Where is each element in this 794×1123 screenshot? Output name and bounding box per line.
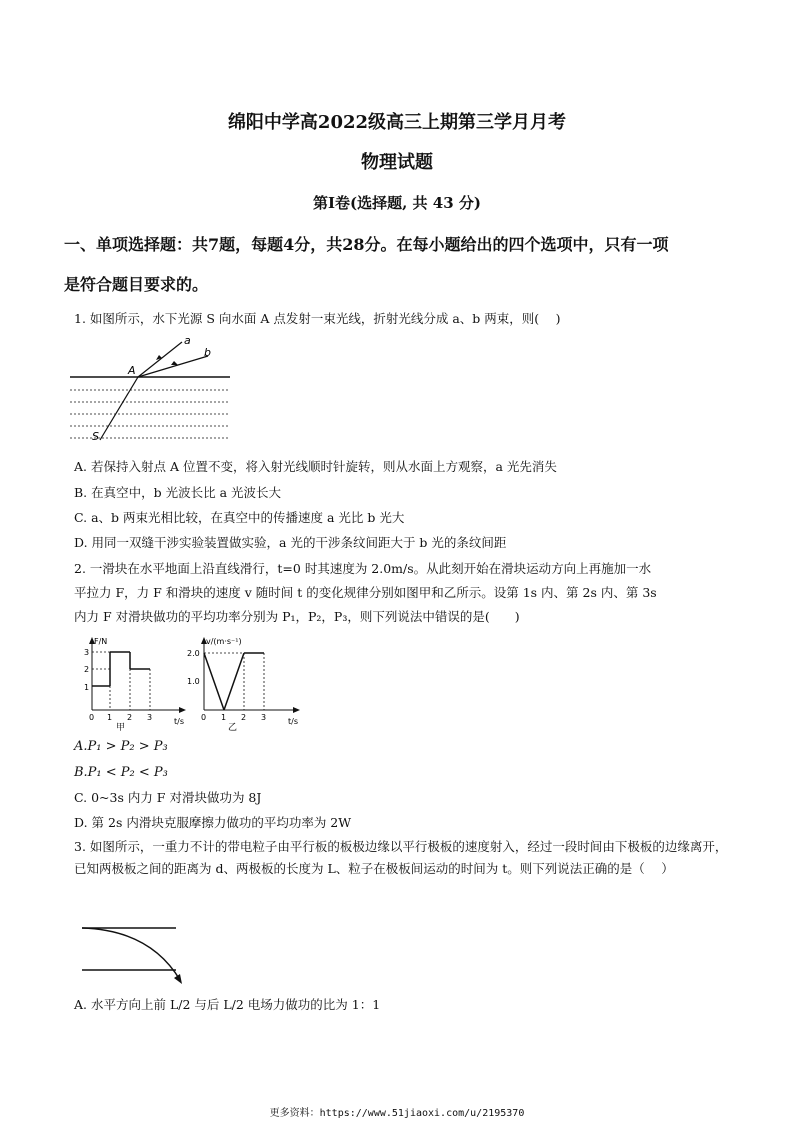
label-a: a <box>184 334 191 347</box>
q3-figure <box>80 920 210 988</box>
q1-option-b: B. 在真空中，b 光波长比 a 光波长大 <box>74 485 282 500</box>
force-x-label: t/s <box>174 717 184 726</box>
velocity-x-tick: 1 <box>221 713 227 722</box>
force-y-tick: 2 <box>84 665 90 674</box>
q1-figure <box>70 330 240 446</box>
label-S: S <box>92 430 99 443</box>
section-heading-line1: 一、单项选择题：共7题，每题4分，共28分。在每小题给出的四个选项中，只有一项 <box>64 235 669 254</box>
q1-option-d: D. 用同一双缝干涉实验装置做实验，a 光的干涉条纹间距大于 b 光的条纹间距 <box>74 535 507 550</box>
incident-ray <box>100 377 138 440</box>
velocity-caption: 乙 <box>228 723 238 733</box>
force-x-tick: 3 <box>147 713 153 722</box>
velocity-x-label: t/s <box>288 717 298 726</box>
q3-option-a: A. 水平方向上前 L/2 与后 L/2 电场力做功的比为 1：1 <box>74 997 381 1012</box>
label-b: b <box>204 346 211 359</box>
footer-link[interactable]: 更多资料：https://www.51jiaoxi.com/u/2195370 <box>269 1108 525 1119</box>
velocity-x-tick: 2 <box>241 713 247 722</box>
q1-option-c: C. a、b 两束光相比较，在真空中的传播速度 a 光比 b 光大 <box>74 510 405 525</box>
exam-title: 绵阳中学高2022级高三上期第三学月月考 <box>227 112 567 133</box>
label-A: A <box>128 364 136 377</box>
ray-a <box>138 342 182 377</box>
q2-option-c: C. 0~3s 内力 F 对滑块做功为 8J <box>74 790 262 805</box>
q2-stem-line2: 平拉力 F，力 F 和滑块的速度 v 随时间 t 的变化规律分别如图甲和乙所示。设第 1s 内、第 2s 内、第 3s <box>74 585 657 600</box>
force-x-tick: 2 <box>127 713 133 722</box>
force-y-label: F/N <box>94 637 108 646</box>
q1-option-a: A. 若保持入射点 A 位置不变，将入射光线顺时针旋转，则从水面上方观察，a 光先消失 <box>74 459 557 474</box>
velocity-x-tick: 3 <box>261 713 267 722</box>
force-y-tick: 1 <box>84 683 90 692</box>
q3-stem: 3. 如图所示，一重力不计的带电粒子由平行板的板极边缘以平行极板的速度射入，经过一段时间由下极板的边缘离开，已知两极板之间的距离为 d、两极板的长度为 L、粒子在极板间运动的时间为 t。则下列说法正确的是（ ） <box>74 839 728 876</box>
force-x-tick: 1 <box>107 713 113 722</box>
q2-graph-velocity <box>184 634 310 734</box>
velocity-x-tick: 0 <box>201 713 207 722</box>
q2-graph-force <box>78 634 196 734</box>
force-caption: 甲 <box>116 723 126 733</box>
q2-stem-line1: 2. 一滑块在水平地面上沿直线滑行，t=0 时其速度为 2.0m/s。从此刻开始在滑块运动方向上再施加一水 <box>74 561 652 576</box>
ray-b <box>138 356 208 377</box>
particle-path <box>82 928 180 980</box>
q2-option-a: A.P₁ > P₂ > P₃ <box>74 739 168 754</box>
q2-option-d: D. 第 2s 内滑块克服摩擦力做功的平均功率为 2W <box>74 815 352 830</box>
q2-option-b: B.P₁ < P₂ < P₃ <box>74 765 168 780</box>
velocity-y-label: v/(m·s⁻¹) <box>206 637 242 646</box>
exam-part: 第Ⅰ卷(选择题, 共 43 分) <box>313 194 481 212</box>
exam-subject: 物理试题 <box>361 152 433 173</box>
q2-stem-line3: 内力 F 对滑块做功的平均功率分别为 P₁，P₂，P₃，则下列说法中错误的是( ) <box>74 609 520 624</box>
force-x-tick: 0 <box>89 713 95 722</box>
velocity-y-tick: 2.0 <box>187 649 200 658</box>
section-heading-line2: 是符合题目要求的。 <box>64 275 209 294</box>
velocity-y-tick: 1.0 <box>187 677 200 686</box>
force-y-tick: 3 <box>84 648 90 657</box>
q1-stem: 1. 如图所示，水下光源 S 向水面 A 点发射一束光线，折射光线分成 a、b 两束，则( ) <box>74 311 561 326</box>
